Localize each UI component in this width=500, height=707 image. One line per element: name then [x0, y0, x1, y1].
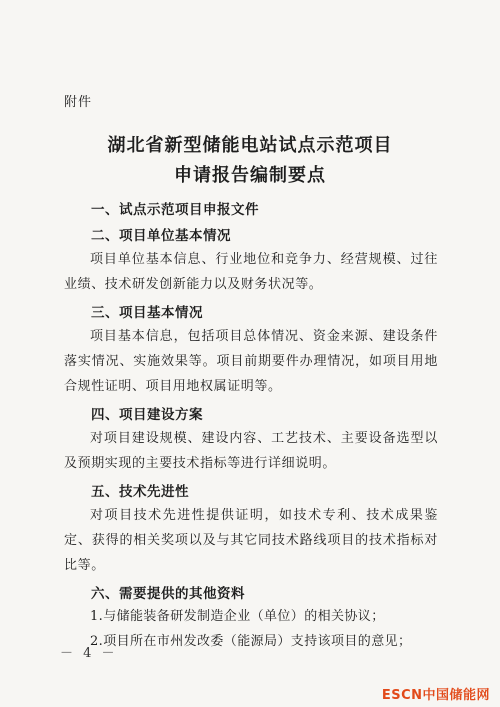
- document-title-line1: 湖北省新型储能电站试点示范项目: [107, 135, 393, 156]
- section-heading-1: 一、试点示范项目申报文件: [91, 202, 259, 218]
- section-heading-5: 五、技术先进性: [91, 484, 189, 500]
- document-body: [64, 200, 438, 654]
- section-body-4: 对项目建设规模、建设内容、工艺技术、主要设备选型以及预期实现的主要技术指标等进行详细说明。: [64, 431, 438, 471]
- section-body-5: 对项目技术先进性提供证明，如技术专利、技术成果鉴定、获得的相关奖项以及与其它同技术路线项目的技术指标对比等。: [64, 508, 438, 573]
- page-number: － 4 －: [60, 646, 118, 661]
- site-watermark: ESCN中国储能网: [381, 688, 490, 703]
- section-body-3: 项目基本信息，包括项目总体情况、资金来源、建设条件落实情况、实施效果等。项目前期要件办理情况，如项目用地合规性证明、项目用地权属证明等。: [64, 329, 438, 394]
- list-item: 2.项目所在市州发改委（能源局）支持该项目的意见；: [90, 634, 412, 649]
- section-heading-2: 二、项目单位基本情况: [91, 228, 231, 244]
- section-heading-3: 三、项目基本情况: [91, 305, 203, 321]
- list-item: 1.与储能装备研发制造企业（单位）的相关协议；: [90, 609, 385, 624]
- section-body-2: 项目单位基本信息、行业地位和竞争力、经营规模、过往业绩、技术研发创新能力以及财务状况等。: [64, 252, 438, 292]
- document-title-line2: 申请报告编制要点: [174, 165, 326, 186]
- section-heading-4: 四、项目建设方案: [91, 407, 203, 423]
- section-heading-6: 六、需要提供的其他资料: [91, 586, 245, 602]
- attachment-label: 附件: [64, 95, 93, 110]
